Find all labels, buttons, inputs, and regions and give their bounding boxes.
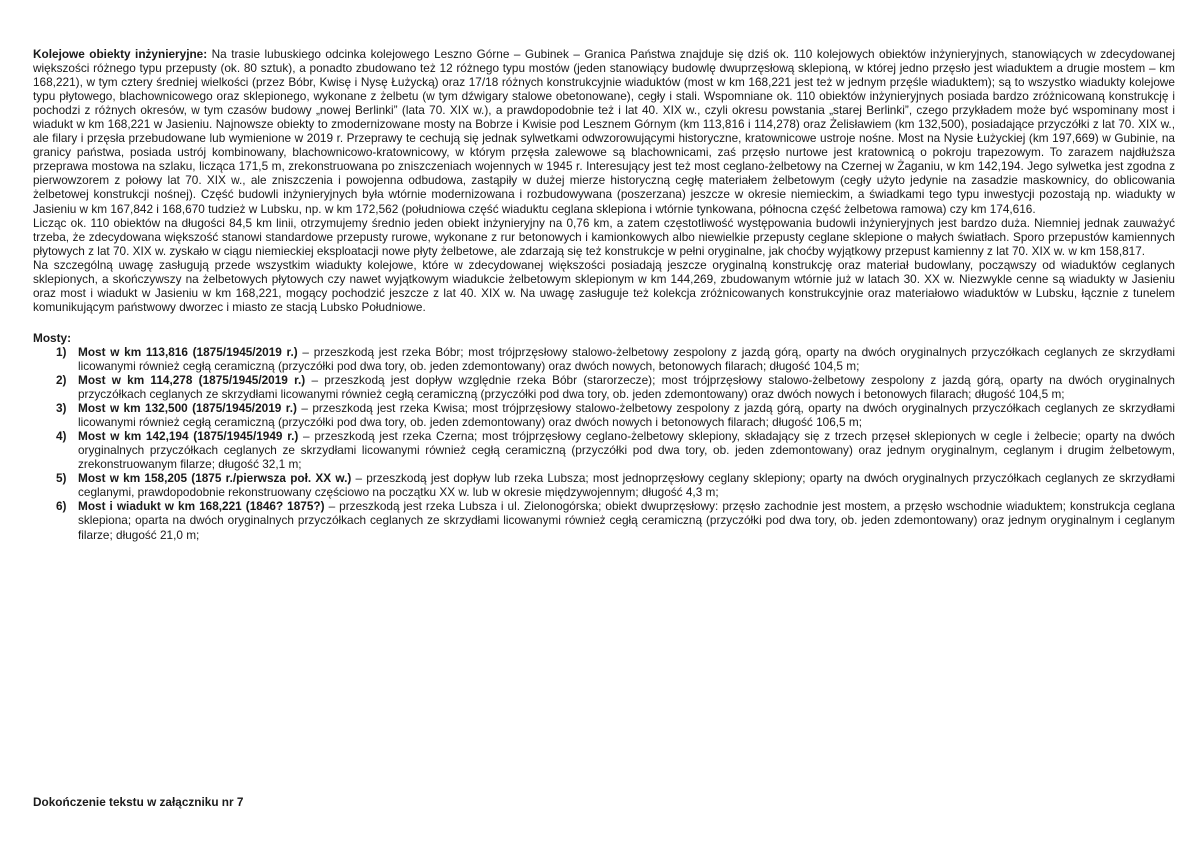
list-item-title: Most w km 158,205 (1875 r./pierwsza poł. XX w.) (78, 471, 352, 486)
list-item-text: – przeszkodą jest rzeka Kwisa; most trójprzęsłowy stalowo-żelbetowy zespolony z jazdą górą, oparty na dwóch oryginalnych przyczółkach ceglanych ze skrzydłami licowanymi również cegłą ceramiczną (przyczółki pod dwa tory, ob. jeden zdemontowany) oraz dwóch nowych i betonowych filarach; długość 106,5 m; (78, 401, 1176, 430)
list-item-number: 4) (56, 429, 67, 444)
list-item (33, 345, 1175, 373)
list-item (33, 401, 1175, 429)
list-item-title: Most w km 113,816 (1875/1945/2019 r.) (78, 344, 298, 359)
list-item-text: – przeszkodą jest rzeka Bóbr; most trójprzęsłowy stalowo-żelbetowy zespolony z jazdą górą, oparty na dwóch oryginalnych przyczółkach ceglanych ze skrzydłami licowanymi również cegłą ceramiczną (przyczółki pod dwa tory, ob. jeden zdemontowany) oraz dwóch nowych, betonowych filarach; długość 104,5 m; (78, 344, 1175, 373)
list-item (33, 373, 1175, 401)
list-item-text: – przeszkodą jest dopływ względnie rzeka Bóbr (starorzecze); most trójprzęsłowy stalowo-żelbetowy zespolony z jazdą górą, oparty na dwóch oryginalnych przyczółkach ceglanych ze skrzydłami licowanymi również cegłą ceramiczną (przyczółki pod dwa tory, ob. jeden zdemontowany) oraz dwóch nowych i betonowych filarach; długość 104,5 m; (78, 372, 1175, 402)
list-item-text: – przeszkodą jest rzeka Czerna; most trójprzęsłowy ceglano-żelbetowy sklepiony, składający się z trzech przęseł sklepionych w cegle i żelbecie; oparty na dwóch oryginalnych przyczółkach ceglanych ze skrzydłami licowanymi również cegłą ceramiczną (przyczółki pod dwa tory, ob. jeden zdemontowany) oraz jednym oryginalnym, ceglanym i drugim żelbetowym, zrekonstruowanym filarze; długość 32,1 m; (78, 429, 1175, 472)
intro-paragraph-3: Na szczególną uwagę zasługują przede wszystkim wiadukty kolejowe, które w zdecydowanej większości posiadają jeszcze oryginalną konstrukcję oraz materiał budowlany, począwszy od wiaduktów ceglanych sklepionych, a skończywszy na żelbetowych płytowych czy nawet wyjątkowym wiadukcie żelbetowym sklepionym w km 144,269, zbudowanym wtórnie już w latach 30. XX w. Niezwykle cenne są wiadukty w Jasieniu oraz most i wiadukt w Jasieniu w km 168,221, mogący pochodzić jeszcze z lat 40. XIX w. Na uwagę zasługuje też kolekcja zróżnicowanych konstrukcyjnie oraz materiałowo wiaduktów w Lubsku, łącznie z tunelem komunikującym państwowy dworzec i miasto ze stacją Lubsko Południowe. (33, 257, 1175, 314)
list-item-title: Most w km 132,500 (1875/1945/2019 r.) (78, 401, 297, 416)
intro-paragraph-1-text: Na trasie lubuskiego odcinka kolejowego Leszno Górne – Gubinek – Granica Państwa znajduje się dziś ok. 110 kolejowych obiektów inżynieryjnych, stanowiących w zdecydowanej większości różnego typu przepusty (ok. 80 sztuk), a ponadto zbudowano też 12 różnego typu mostów (jeden stanowiący budowlę dwuprzęsłową sklepioną, w której jedno przęsło jest wiaduktem a drugie mostem – km 168,221), w tym cztery średniej wielkości (przez Bóbr, Kwisę i Nysę Łużycką) oraz 17/18 różnych konstrukcyjnie wiaduktów (most w km 168,221 jest też w jednym przęśle wiaduktem); są to wszystko wiadukty kolejowe typu płytowego, blachownicowego oraz sklepionego, wykonane z żelbetu (w tym dźwigary stalowe obetonowane), cegły i stali. Wspomniane ok. 110 obiektów inżynieryjnych posiada bardzo zróżnicowaną konstrukcję i pochodzi z różnych okresów, w tym czasów budowy „nowej Berlinki” (lata 70. XIX w.), a prawdopodobnie też i lat 40. XIX w., czyli okresu powstania „starej Berlinki”, czego przykładem może być wspominany most i wiadukt w km 168,221 w Jasieniu. Najnowsze obiekty to zmodernizowane mosty na Bobrze i Kwisie pod Lesznem Górnym (km 113,816 i 114,278) oraz Żelisławiem (km 132,500), posiadające przyczółki z lat 70. XIX w., ale filary i przęsła przebudowane lub wymienione w 2019 r. Przeprawy te cechują się jednak sylwetkami odwzorowującymi historyczne, kratownicowe ustroje nośne. Most na Nysie Łużyckiej (km 197,669) w Gubinie, na granicy państwa, posiada ustrój kombinowany, blachownicowo-kratownicowy, w którym przęsła zalewowe są blachownicami, zaś przęsło nurtowe jest kratownicą o pokroju trapezowym. To zarazem najdłuższa przeprawa mostowa na szlaku, licząca 171,5 m, zrekonstruowana po zniszczeniach wojennych w 1945 r. Interesujący jest też most ceglano-żelbetowy na Czernej w Żaganiu, w km 142,194. Jego sylwetka jest zgodna z pierwowzorem z połowy lat 70. XIX w., ale zniszczenia i powojenna odbudowa, zastąpiły w dużej mierze historyczną cegłę materiałem żelbetowym (cegły użyto jedynie na zasadzie maskownicy, do oblicowania żelbetowej konstrukcji nośnej). Część budowli inżynieryjnych była wtórnie modernizowana i rozbudowywana (poszerzana) jeszcze w okresie niemieckim, a świadkami tego typu inwestycji pozostają np. wiadukty w Jasieniu w km 167,842 i 168,670 tudzież w Lubsku, np. w km 172,562 (południowa część wiaduktu ceglana sklepiona i wtórnie tynkowana, północna część żelbetowa ramowa) czy km 174,616. (33, 47, 1175, 216)
list-item-number: 2) (56, 372, 67, 387)
list-item-title: Most w km 114,278 (1875/1945/2019 r.) (78, 372, 306, 387)
list-item-number: 5) (56, 471, 67, 486)
list-item-text: – przeszkodą jest dopływ lub rzeka Lubsza; most jednoprzęsłowy ceglany sklepiony; oparty na dwóch oryginalnych przyczółkach ceglanych ze skrzydłami ceglanymi, prawdopodobnie rekonstruowany częściowo na początku XX w. lub w okresie międzywojennym; długość 4,3 m; (78, 471, 1175, 500)
list-item-title: Most w km 142,194 (1875/1945/1949 r.) (78, 429, 299, 444)
bridges-heading: Mosty: (33, 330, 72, 345)
list-item (33, 429, 1175, 471)
list-item-title: Most i wiadukt w km 168,221 (1846? 1875?) (78, 499, 325, 514)
bridges-list (33, 345, 1175, 542)
section-title-engineering-objects: Kolejowe obiekty inżynieryjne: (33, 47, 208, 61)
list-item (33, 471, 1175, 499)
list-item-text: – przeszkodą jest rzeka Lubsza i ul. Zielonogórska; obiekt dwuprzęsłowy: przęsło zachodnie jest mostem, a przęsło wschodnie wiaduktem; konstrukcja ceglana sklepiona; oparta na dwóch oryginalnych przyczółkach ceglanych ze skrzydłami licowanymi również cegłą ceramiczną (przyczółki pod dwa tory, ob. jeden zdemontowany) oraz jednym oryginalnym i ceglanym filarze; długość 21,0 m; (78, 499, 1175, 542)
list-item-number: 6) (56, 499, 67, 514)
list-item (33, 499, 1175, 541)
list-item-number: 3) (56, 401, 67, 416)
intro-paragraph-2: Licząc ok. 110 obiektów na długości 84,5 km linii, otrzymujemy średnio jeden obiekt inżynieryjny na 0,76 km, a zatem częstotliwość występowania budowli inżynieryjnych jest bardzo duża. Niemniej jednak zauważyć trzeba, że zdecydowana większość stanowi standardowe przepusty rurowe, wykonane z rur betonowych i kamionkowych albo niewielkie przepusty ceglane sklepione o małych światłach. Sporo przepustów kamiennych płytowych z lat 70. XIX w. zyskało w ciągu niemieckiej eksploatacji nowe płyty żelbetowe, ale zdarzają się też konstrukcje w pełni oryginalne, jak choćby wyjątkowy przepust kamienny z lat 70. XIX w. w km 158,817. (33, 215, 1175, 258)
intro-paragraph-1 (33, 47, 1175, 216)
document-body (33, 47, 1175, 542)
list-item-number: 1) (56, 344, 67, 359)
continuation-note: Dokończenie tekstu w załączniku nr 7 (33, 795, 244, 809)
